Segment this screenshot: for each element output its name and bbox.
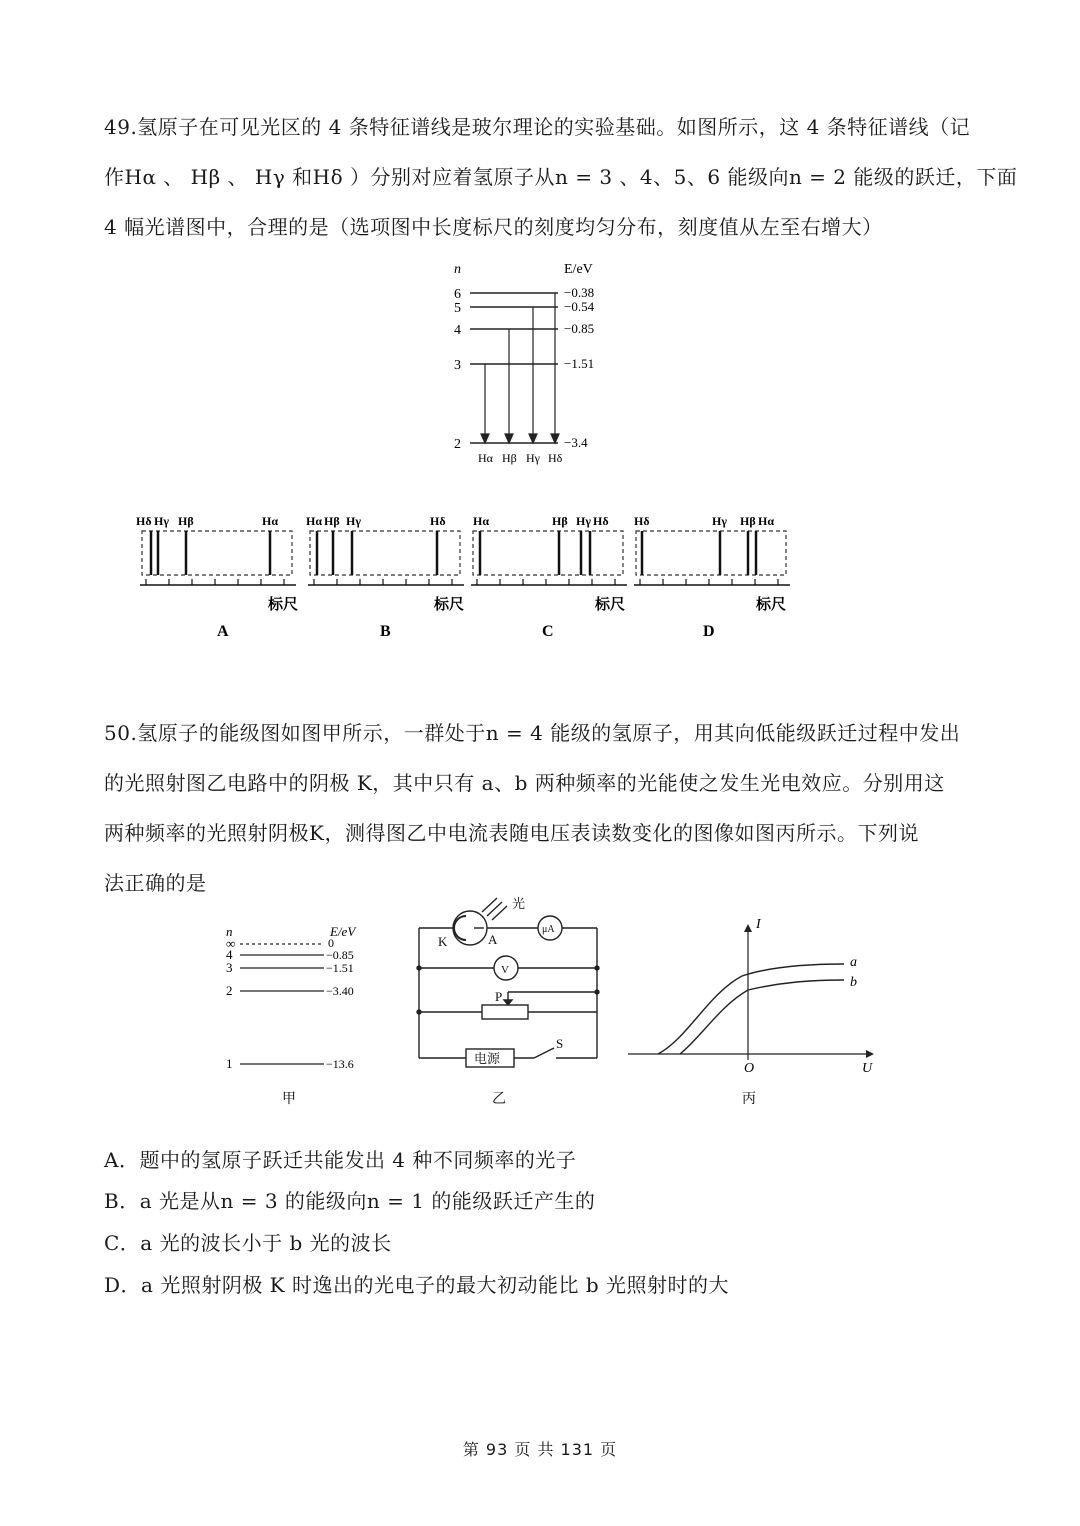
spectrum-b-scale-label: 标尺 bbox=[434, 597, 465, 613]
fig-bing-label-a: a bbox=[850, 955, 857, 970]
fig-jia-caption: 甲 bbox=[282, 1092, 296, 1107]
page-footer: 第 93 页 共 131 页 bbox=[462, 1440, 618, 1459]
spectrum-b-line-2: Hβ bbox=[324, 514, 340, 528]
q49-n-6: 6 bbox=[454, 287, 461, 302]
spectrum-d-line-2: Hγ bbox=[712, 514, 727, 528]
fig-bing-curve-a bbox=[658, 964, 844, 1054]
spectrum-c-line-1: Hα bbox=[473, 514, 490, 528]
spectrum-d-line-3: Hβ bbox=[740, 514, 756, 528]
q49-spectra-options bbox=[130, 505, 800, 650]
q50-option-b: B．a 光是从n = 3 的能级向n = 1 的能级跃迁产生的 bbox=[104, 1189, 596, 1213]
q49-line-2: 作Hα 、 Hβ 、 Hγ 和Hδ ）分别对应着氢原子从n = 3 、4、5、6 能级向n = 2 能级的跃迁，下面 bbox=[104, 165, 1018, 189]
question-50-text bbox=[104, 708, 984, 908]
q49-e-2: −3.4 bbox=[564, 435, 588, 450]
q49-n-2: 2 bbox=[454, 437, 461, 452]
fig-jia-e-inf: 0 bbox=[328, 936, 334, 950]
q50-figures bbox=[212, 888, 878, 1116]
spectrum-a-line-4: Hα bbox=[262, 514, 279, 528]
spectrum-a-scale-label: 标尺 bbox=[268, 597, 299, 613]
q50-line-4: 法正确的是 bbox=[104, 871, 207, 895]
fig-jia bbox=[226, 924, 357, 1107]
fig-jia-n-label: n bbox=[226, 924, 233, 939]
spectrum-a-line-1: Hδ bbox=[136, 514, 152, 528]
fig-jia-n-3: 3 bbox=[226, 960, 233, 975]
fig-yi-anode: A bbox=[488, 932, 498, 947]
q49-energy-level-diagram bbox=[440, 255, 640, 475]
spectrum-d-scale-label: 标尺 bbox=[756, 597, 787, 613]
q49-e-3: −1.51 bbox=[564, 356, 595, 371]
fig-jia-e-1: −13.6 bbox=[326, 1057, 354, 1071]
q49-e-label: E/eV bbox=[564, 262, 593, 277]
fig-yi-ammeter: μA bbox=[542, 924, 555, 935]
fig-bing-caption: 丙 bbox=[742, 1092, 756, 1107]
fig-yi bbox=[417, 898, 599, 1067]
q49-e-6: −0.38 bbox=[564, 285, 595, 300]
spectrum-c bbox=[471, 514, 627, 640]
q50-option-d: D．a 光照射阴极 K 时逸出的光电子的最大初动能比 b 光照射时的大 bbox=[104, 1273, 729, 1297]
fig-yi-caption: 乙 bbox=[492, 1092, 506, 1107]
fig-yi-light: 光 bbox=[512, 896, 526, 911]
fig-yi-source: 电源 bbox=[474, 1051, 501, 1066]
spectrum-c-scale-label: 标尺 bbox=[595, 597, 626, 613]
spectrum-c-line-2: Hβ bbox=[552, 514, 568, 528]
q49-e-4: −0.85 bbox=[564, 321, 595, 336]
spectrum-b-line-3: Hγ bbox=[346, 514, 361, 528]
q49-n-4: 4 bbox=[454, 323, 461, 338]
spectrum-d-line-1: Hδ bbox=[634, 514, 650, 528]
fig-jia-e-4: −0.85 bbox=[326, 948, 354, 962]
q49-label-h-alpha: Hα bbox=[478, 451, 493, 465]
q50-option-c: C．a 光的波长小于 b 光的波长 bbox=[104, 1231, 392, 1255]
spectrum-b-line-1: Hα bbox=[306, 514, 323, 528]
fig-bing-x-label: U bbox=[862, 1061, 873, 1076]
q49-n-label: n bbox=[454, 262, 461, 277]
fig-jia-n-2: 2 bbox=[226, 983, 233, 998]
q49-line-3: 4 幅光谱图中，合理的是（选项图中长度标尺的刻度均匀分布，刻度值从左至右增大） bbox=[104, 215, 883, 239]
spectrum-a-line-2: Hγ bbox=[154, 514, 169, 528]
spectrum-c-line-3: Hγ bbox=[576, 514, 591, 528]
fig-bing-y-label: I bbox=[756, 917, 761, 932]
q50-line-1: 50.氢原子的能级图如图甲所示，一群处于n = 4 能级的氢原子，用其向低能级跃迁过程中发出 bbox=[104, 721, 961, 745]
fig-jia-n-1: 1 bbox=[226, 1056, 233, 1071]
spectrum-c-line-4: Hδ bbox=[593, 514, 609, 528]
fig-jia-e-2: −3.40 bbox=[326, 984, 354, 998]
q50-option-a: A．题中的氢原子跃迁共能发出 4 种不同频率的光子 bbox=[104, 1148, 577, 1172]
fig-yi-switch: S bbox=[556, 1036, 564, 1051]
fig-jia-e-label: E/eV bbox=[330, 924, 356, 939]
q49-e-5: −0.54 bbox=[564, 299, 595, 314]
fig-yi-voltmeter: V bbox=[501, 964, 509, 976]
fig-jia-e-3: −1.51 bbox=[326, 961, 354, 975]
question-49-text bbox=[104, 102, 1018, 252]
spectrum-d-option: D bbox=[703, 623, 715, 640]
fig-bing bbox=[628, 917, 874, 1107]
spectrum-b-line-4: Hδ bbox=[430, 514, 446, 528]
spectrum-a bbox=[136, 514, 298, 640]
fig-bing-curve-b bbox=[680, 980, 844, 1054]
spectrum-a-option: A bbox=[217, 623, 229, 640]
q50-line-2: 的光照射图乙电路中的阴极 K，其中只有 a、b 两种频率的光能使之发生光电效应。分别用这 bbox=[104, 771, 945, 795]
fig-yi-cathode: K bbox=[438, 934, 448, 949]
q49-n-5: 5 bbox=[454, 301, 461, 316]
spectrum-b-option: B bbox=[380, 623, 391, 640]
spectrum-d-line-4: Hα bbox=[758, 514, 775, 528]
q50-line-3: 两种频率的光照射阴极K，测得图乙中电流表随电压表读数变化的图像如图丙所示。下列说 bbox=[104, 821, 919, 845]
switch-s bbox=[534, 1048, 554, 1058]
rheostat bbox=[482, 1005, 528, 1019]
fig-jia-n-4: 4 bbox=[226, 947, 233, 962]
spectrum-c-option: C bbox=[542, 623, 554, 640]
fig-bing-origin: O bbox=[744, 1061, 755, 1076]
fig-jia-n-inf: ∞ bbox=[226, 936, 236, 951]
q49-n-3: 3 bbox=[454, 358, 461, 373]
q49-label-h-delta: Hδ bbox=[548, 451, 563, 465]
fig-bing-label-b: b bbox=[850, 975, 857, 990]
q49-label-h-beta: Hβ bbox=[502, 451, 517, 465]
spectrum-b bbox=[306, 514, 464, 640]
q49-line-1: 49.氢原子在可见光区的 4 条特征谱线是玻尔理论的实验基础。如图所示，这 4 条特征谱线（记 bbox=[104, 115, 971, 139]
spectrum-a-line-3: Hβ bbox=[178, 514, 194, 528]
fig-yi-slider: P bbox=[495, 989, 503, 1004]
q49-label-h-gamma: Hγ bbox=[526, 451, 540, 465]
spectrum-d bbox=[634, 514, 790, 640]
